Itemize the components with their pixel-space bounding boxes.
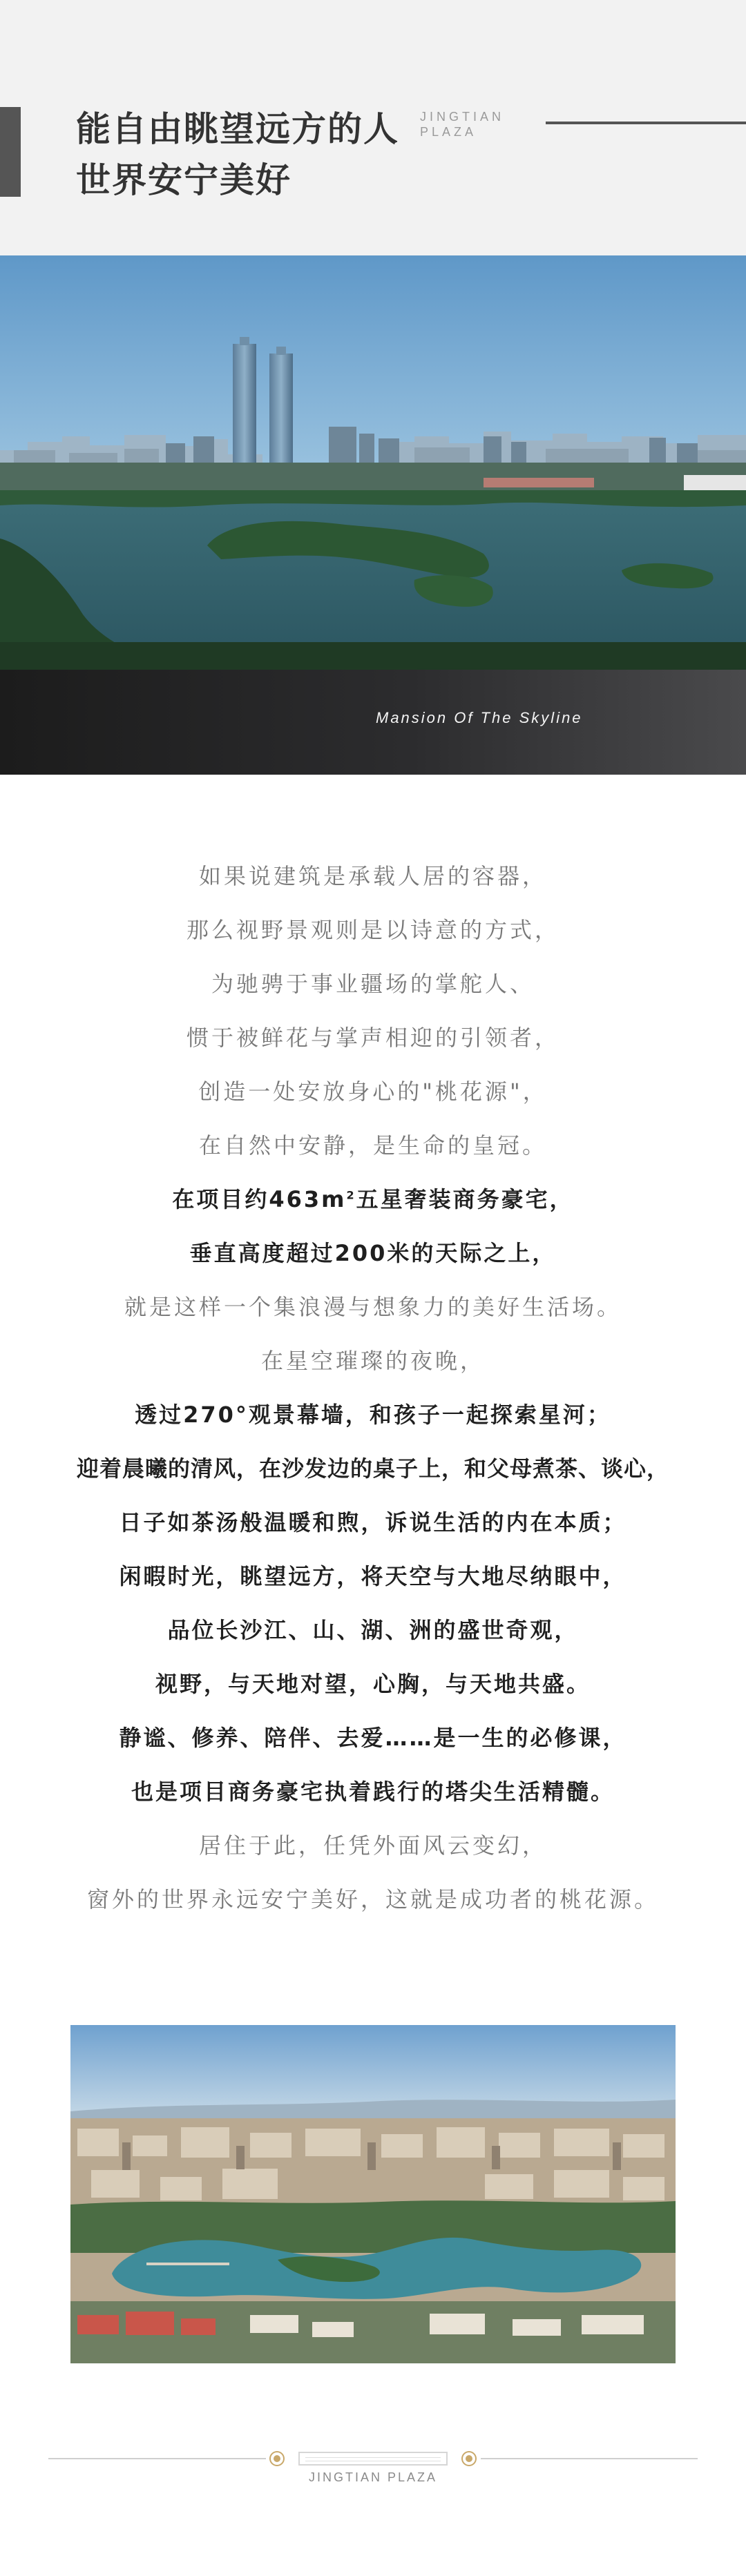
footer-brand: JINGTIAN PLAZA — [308, 2470, 438, 2484]
hero-tagline: Mansion Of The Skyline — [376, 709, 583, 726]
footer-ornament-left-icon — [271, 2452, 283, 2465]
area-superscript: 2 — [346, 1188, 356, 1202]
body-line: 窗外的世界永远安宁美好，这就是成功者的桃花源。 — [86, 1886, 659, 1912]
body-line: 就是这样一个集浪漫与想象力的美好生活场。 — [124, 1294, 622, 1320]
area-text-tail: 五星奢装商务豪宅， — [356, 1186, 574, 1212]
body-line: 视野，与天地对望，心胸，与天地共盛。 — [155, 1671, 591, 1697]
brand-line-2: PLAZA — [420, 125, 477, 139]
body-line: 闲暇时光，眺望远方，将天空与大地尽纳眼中， — [119, 1563, 627, 1589]
body-line: 惯于被鲜花与掌声相迎的引领者， — [186, 1025, 560, 1051]
body-line: 那么视野景观则是以诗意的方式， — [186, 917, 560, 943]
aerial-city-lake-image — [70, 2025, 676, 2363]
body-line: 静谧、修养、陪伴、去爱……是一生的必修课， — [119, 1725, 627, 1751]
title-line-2: 世界安宁美好 — [76, 160, 291, 200]
body-line: 为驰骋于事业疆场的掌舵人、 — [211, 971, 535, 997]
body-line: 迎着晨曦的清风，在沙发边的桌子上，和父母煮茶、谈心， — [76, 1455, 669, 1482]
body-line: 创造一处安放身心的"桃花源"， — [198, 1078, 548, 1105]
page-title — [76, 104, 421, 206]
body-line: 垂直高度超过200米的天际之上， — [189, 1240, 557, 1266]
body-line: 居住于此，任凭外面风云变幻， — [198, 1832, 547, 1859]
body-line: 在星空璀璨的夜晚， — [260, 1348, 485, 1374]
body-line: 品位长沙江、山、湖、洲的盛世奇观， — [167, 1617, 579, 1643]
body-line: 在自然中安静，是生命的皇冠。 — [198, 1132, 547, 1159]
hero-skyline-image — [0, 255, 746, 775]
accent-bar — [0, 107, 21, 197]
footer-ornament-right-icon — [463, 2452, 475, 2465]
body-line: 如果说建筑是承载人居的容器， — [198, 863, 547, 889]
body-line: 日子如茶汤般温暖和煦，诉说生活的内在本质； — [119, 1509, 627, 1536]
area-text: 在项目约463m — [172, 1186, 347, 1212]
header — [0, 0, 746, 255]
footer — [0, 2444, 746, 2513]
aerial-illustration — [70, 2025, 676, 2363]
footer-rule-right — [481, 2458, 698, 2459]
body-line-area — [0, 1172, 746, 1226]
title-line-1: 能自由眺望远方的人 — [76, 109, 399, 149]
body-line: 透过270°观景幕墙，和孩子一起探索星河； — [135, 1402, 611, 1428]
footer-plate-ornament — [298, 2452, 448, 2466]
brand-mark — [420, 109, 537, 139]
body-line: 也是项目商务豪宅执着践行的塔尖生活精髓。 — [131, 1779, 615, 1805]
body-copy — [0, 849, 746, 1926]
header-rule — [546, 122, 746, 124]
footer-rule-left — [48, 2458, 266, 2459]
skyline-lake-illustration — [0, 255, 746, 775]
brand-line-1: JINGTIAN — [420, 110, 505, 124]
